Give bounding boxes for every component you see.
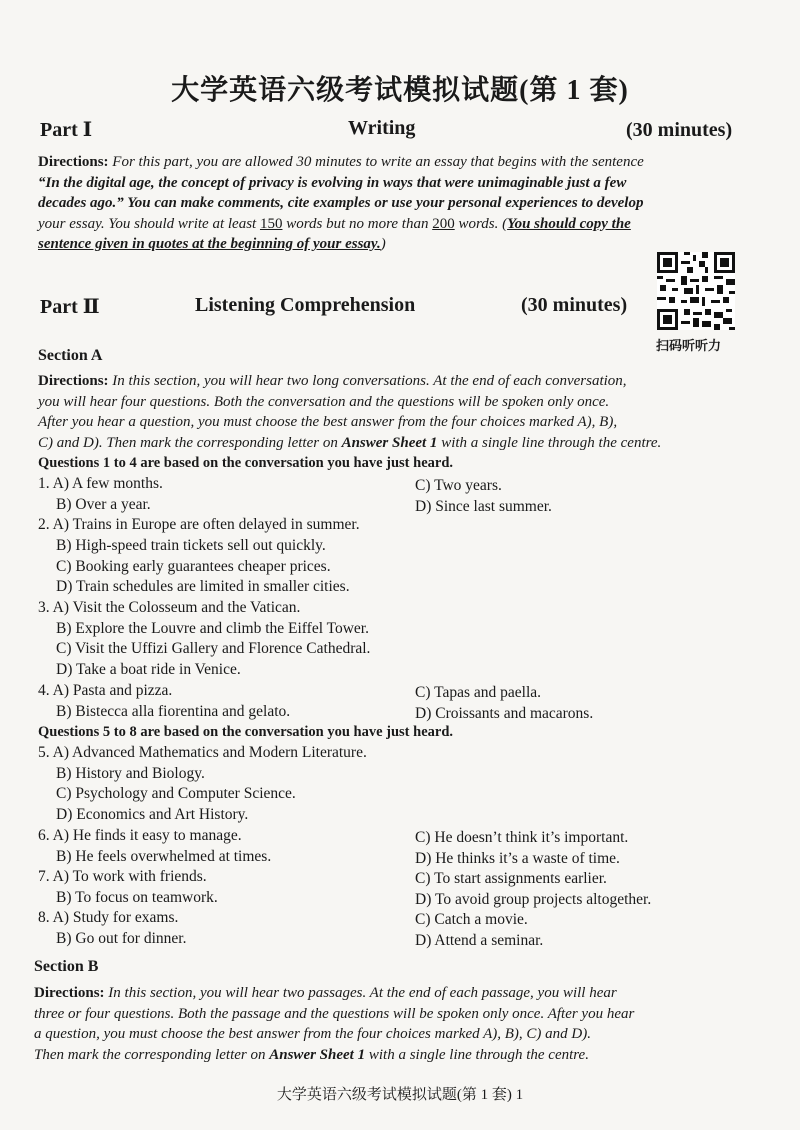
copy-instruction: You should copy the bbox=[507, 215, 631, 232]
option-1d: D) Since last summer. bbox=[415, 498, 552, 515]
option-2d: D) Train schedules are limited in smaller cities. bbox=[56, 578, 350, 595]
directions-line: Directions: In this section, you will hear two long conversations. At the end of each conversation, bbox=[38, 373, 627, 389]
max-words: 200 bbox=[432, 215, 455, 232]
part-1-name: Writing bbox=[348, 117, 416, 139]
directions-line: Directions: In this section, you will hear two passages. At the end of each passage, you will hear bbox=[34, 985, 617, 1001]
directions-line: your essay. You should write at least 150 words but no more than 200 words. (You should copy the bbox=[38, 215, 631, 232]
option-2a: 2. A) Trains in Europe are often delayed in summer. bbox=[38, 516, 360, 533]
part-1-number: Part Ⅰ bbox=[40, 119, 93, 141]
option-5a: 5. A) Advanced Mathematics and Modern Literature. bbox=[38, 744, 367, 761]
option-7a: 7. A) To work with friends. bbox=[38, 868, 207, 885]
qr-label: 扫码听听力 bbox=[656, 339, 722, 354]
option-5d: D) Economics and Art History. bbox=[56, 806, 249, 823]
option-4a: 4. A) Pasta and pizza. bbox=[38, 682, 173, 699]
part-1-time: (30 minutes) bbox=[626, 119, 733, 141]
answer-sheet-ref: Answer Sheet 1 bbox=[269, 1046, 366, 1063]
option-4b: B) Bistecca alla fiorentina and gelato. bbox=[56, 703, 291, 720]
page-title: 大学英语六级考试模拟试题(第 1 套) bbox=[171, 75, 629, 106]
section-b-heading: Section B bbox=[34, 958, 99, 975]
directions-label: Directions: bbox=[34, 985, 105, 1001]
section-a-heading: Section A bbox=[38, 347, 103, 364]
option-7b: B) To focus on teamwork. bbox=[56, 889, 218, 906]
qr-code[interactable] bbox=[657, 252, 735, 330]
section-b-directions bbox=[34, 983, 774, 1065]
option-6c: C) He doesn’t think it’s important. bbox=[415, 829, 629, 846]
page-footer: 大学英语六级考试模拟试题(第 1 套) 1 bbox=[276, 1087, 524, 1103]
option-8b: B) Go out for dinner. bbox=[56, 930, 187, 947]
option-8c: C) Catch a movie. bbox=[415, 911, 528, 928]
option-3c: C) Visit the Uffizi Gallery and Florence Cathedral. bbox=[56, 640, 371, 657]
option-8d: D) Attend a seminar. bbox=[415, 932, 544, 949]
option-4d: D) Croissants and macarons. bbox=[415, 705, 594, 722]
option-6b: B) He feels overwhelmed at times. bbox=[56, 848, 272, 865]
directions-line: sentence given in quotes at the beginning of your essay.) bbox=[38, 236, 386, 252]
directions-line: After you hear a question, you must choose the best answer from the four choices marked A), B), bbox=[38, 414, 618, 430]
directions-line bbox=[38, 152, 768, 173]
answer-sheet-ref: Answer Sheet 1 bbox=[341, 434, 438, 451]
directions-line: three or four questions. Both the passage and the questions will be spoken only once. After you hear bbox=[34, 1005, 635, 1022]
directions-line: C) and D). Then mark the corresponding letter on Answer Sheet 1 with a single line through the centre. bbox=[38, 434, 662, 451]
option-5c: C) Psychology and Computer Science. bbox=[56, 785, 296, 802]
directions-line bbox=[38, 193, 768, 214]
option-7c: C) To start assignments earlier. bbox=[415, 870, 607, 887]
part-2-name: Listening Comprehension bbox=[195, 294, 416, 316]
option-7d: D) To avoid group projects altogether. bbox=[415, 891, 652, 908]
part-2-time: (30 minutes) bbox=[521, 294, 628, 316]
part-2-number: Part Ⅱ bbox=[40, 296, 100, 318]
directions-line: you will hear four questions. Both the conversation and the questions will be spoken only once. bbox=[38, 393, 610, 410]
option-8a: 8. A) Study for exams. bbox=[38, 909, 179, 926]
part-1-directions bbox=[38, 152, 768, 255]
directions-line bbox=[38, 173, 768, 194]
option-2b: B) High-speed train tickets sell out quickly. bbox=[56, 537, 326, 554]
option-1b: B) Over a year. bbox=[56, 496, 151, 513]
option-4c: C) Tapas and paella. bbox=[415, 684, 542, 701]
option-3b: B) Explore the Louvre and climb the Eiffel Tower. bbox=[56, 620, 369, 637]
directions-line: a question, you must choose the best answer from the four choices marked A), B), C) and D). bbox=[34, 1026, 591, 1042]
section-a-directions bbox=[38, 371, 768, 453]
option-1a: 1. A) A few months. bbox=[38, 475, 163, 492]
directions-line: Then mark the corresponding letter on Answer Sheet 1 with a single line through the centre. bbox=[34, 1046, 589, 1063]
option-3d: D) Take a boat ride in Venice. bbox=[56, 661, 241, 678]
option-3a: 3. A) Visit the Colosseum and the Vatican. bbox=[38, 599, 301, 616]
directions-text: For this part, you are allowed 30 minutes to write an essay that begins with the sentence bbox=[112, 154, 644, 170]
option-1c: C) Two years. bbox=[415, 477, 502, 494]
prompt-sentence-end: decades ago.” You can make comments, cite examples or use your personal experiences to develop bbox=[38, 195, 644, 211]
directions-label: Directions: bbox=[38, 154, 109, 170]
copy-instruction-end: sentence given in quotes at the beginning of your essay. bbox=[38, 236, 381, 252]
question-group-header: Questions 5 to 8 are based on the conversation you have just heard. bbox=[38, 724, 454, 740]
option-2c: C) Booking early guarantees cheaper prices. bbox=[56, 558, 331, 575]
qr-code-icon bbox=[657, 252, 735, 330]
option-6d: D) He thinks it’s a waste of time. bbox=[415, 850, 620, 867]
option-5b: B) History and Biology. bbox=[56, 765, 205, 782]
prompt-sentence: “In the digital age, the concept of privacy is evolving in ways that were unimaginable just a few bbox=[38, 174, 627, 191]
option-6a: 6. A) He finds it easy to manage. bbox=[38, 827, 242, 844]
question-group-header: Questions 1 to 4 are based on the conversation you have just heard. bbox=[38, 455, 454, 471]
min-words: 150 bbox=[259, 215, 283, 232]
directions-label: Directions: bbox=[38, 373, 109, 389]
